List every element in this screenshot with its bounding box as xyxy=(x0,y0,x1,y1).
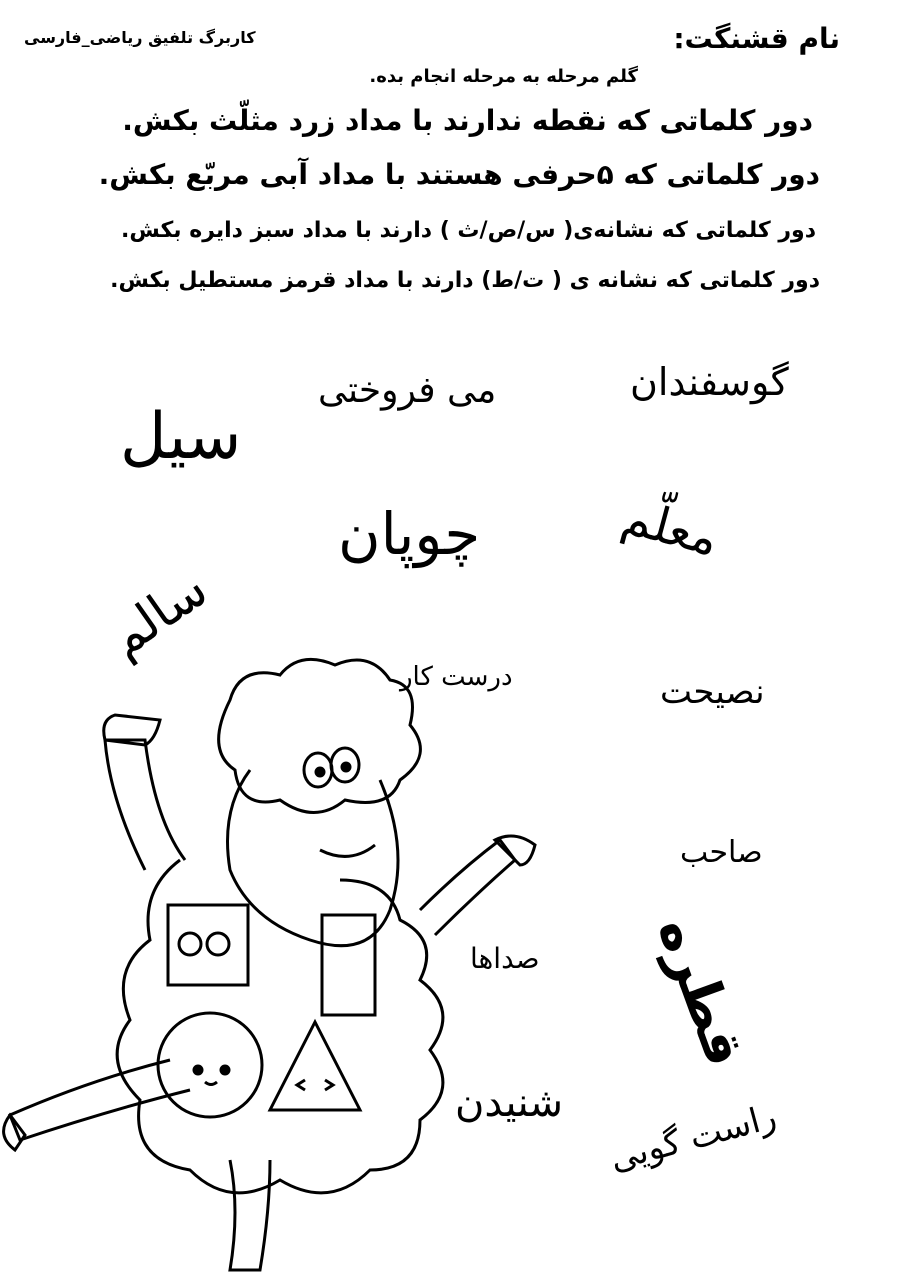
word-saheb: صاحب xyxy=(680,835,763,870)
instruction-intro: گلم مرحله به مرحله انجام بده. xyxy=(369,66,638,87)
word-seyl: سیل xyxy=(120,400,242,474)
word-dorost-kar: درست کار xyxy=(400,662,513,692)
word-rast-gooyi: راست گویی xyxy=(605,1096,781,1180)
word-gosfandan: گوسفندان xyxy=(630,360,789,404)
name-label: نام قشنگت: xyxy=(673,22,840,55)
word-shenidan: شنیدن xyxy=(455,1080,564,1126)
word-qatre: قطره xyxy=(645,908,758,1075)
word-mi-forukhti: می فروختی xyxy=(318,370,497,411)
worksheet-title: کاربرگ تلفیق ریاضی_فارسی xyxy=(24,28,256,47)
instruction-1: دور کلماتی که نقطه ندارند با مداد زرد مثلّث بکش. xyxy=(122,104,813,137)
word-moallem: معلّم xyxy=(616,488,725,568)
instruction-2: دور کلماتی که ۵حرفی هستند با مداد آبی مربّع بکش. xyxy=(98,158,820,191)
word-chupan: چوپان xyxy=(338,500,481,568)
word-salem: سالم xyxy=(97,559,218,669)
instruction-3: دور کلماتی که نشانه‌ی( س/ص/ث ) دارند با مداد سبز دایره بکش. xyxy=(121,218,816,243)
instruction-4: دور کلماتی که نشانه ی ( ت/ط) دارند با مداد قرمز مستطیل بکش. xyxy=(110,268,820,293)
word-sedaha: صداها xyxy=(470,942,540,975)
word-nasihat: نصیحت xyxy=(660,672,765,712)
